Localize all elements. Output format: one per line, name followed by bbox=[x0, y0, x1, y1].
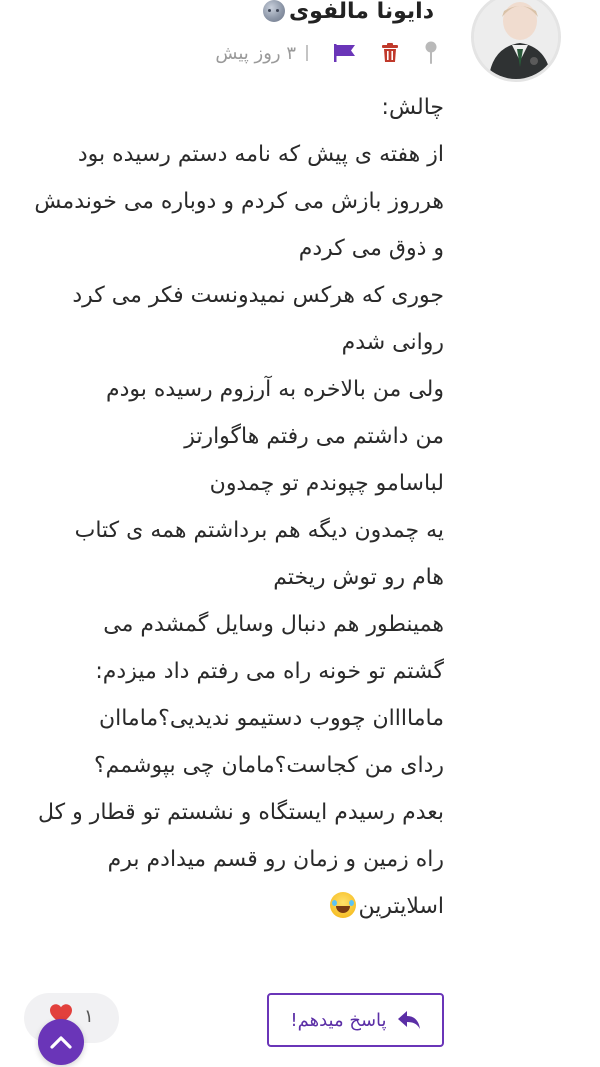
laughing-tears-emoji-icon bbox=[330, 892, 356, 918]
pin-icon[interactable] bbox=[422, 38, 440, 68]
post-line: گشتم تو خونه راه می رفتم داد میزدم: bbox=[95, 659, 444, 684]
flag-icon[interactable] bbox=[334, 38, 356, 68]
reply-arrow-icon bbox=[397, 1009, 421, 1031]
post-line: بعدم رسیدم ایستگاه و نشستم تو قطار و کل bbox=[37, 800, 444, 825]
post-meta bbox=[215, 36, 440, 70]
author-name[interactable] bbox=[263, 0, 434, 28]
scroll-top-button[interactable] bbox=[38, 1019, 84, 1065]
author-name-text: دایونا مالفوی bbox=[289, 0, 434, 24]
reply-button-label: پاسخ میدهم! bbox=[290, 1009, 387, 1031]
post-line: راه زمین و زمان رو قسم میدادم برم bbox=[107, 847, 444, 872]
trash-icon[interactable] bbox=[380, 38, 400, 68]
post-line: ماماااان چووب دستیمو ندیدیی؟ماماان bbox=[98, 706, 444, 731]
post-line: چالش: bbox=[381, 95, 444, 120]
post-line: هرروز بازش می کردم و دوباره می خوندمش bbox=[34, 189, 444, 214]
post-line: من داشتم می رفتم هاگوارتز bbox=[184, 424, 444, 449]
post-line: جوری که هرکس نمیدونست فکر می کرد bbox=[72, 283, 444, 308]
chevron-up-icon bbox=[50, 1035, 72, 1049]
post-line: یه چمدون دیگه هم برداشتم همه ی کتاب bbox=[74, 518, 444, 543]
post-line: همینطور هم دنبال وسایل گمشدم می bbox=[103, 612, 444, 637]
post-line: هام رو توش ریختم bbox=[273, 565, 444, 590]
like-count: ۱ bbox=[84, 1006, 94, 1027]
avatar[interactable] bbox=[471, 0, 561, 82]
reply-button[interactable] bbox=[267, 993, 444, 1047]
moon-face-icon bbox=[263, 0, 285, 22]
post-last-line bbox=[24, 883, 444, 930]
post-line: روانی شدم bbox=[341, 330, 444, 355]
post-line: ولی من بالاخره به آرزوم رسیده بودم bbox=[106, 377, 444, 402]
post-last-line-text: اسلایترین bbox=[358, 894, 444, 919]
post-line: از هفته ی پیش که نامه دستم رسیده بود bbox=[77, 142, 444, 167]
post-line: لباسامو چپوندم تو چمدون bbox=[209, 471, 444, 496]
post-body bbox=[24, 84, 444, 930]
avatar-image bbox=[474, 0, 561, 82]
post-line: و ذوق می کردم bbox=[298, 236, 444, 261]
meta-divider bbox=[306, 45, 308, 61]
post-time: ۳ روز پیش bbox=[215, 42, 296, 64]
post-line: ردای من کجاست؟مامان چی بپوشمم؟ bbox=[93, 753, 444, 778]
